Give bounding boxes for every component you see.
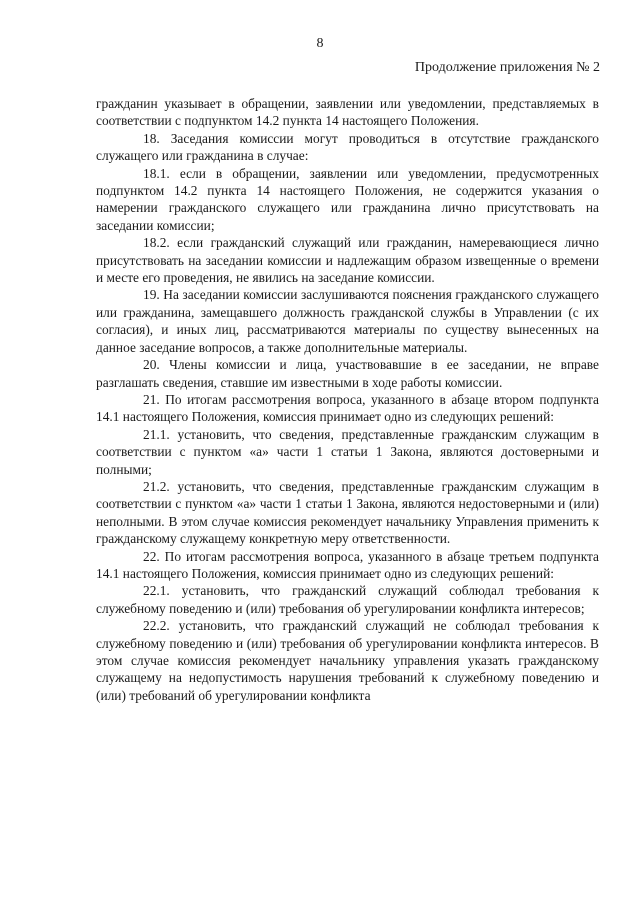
paragraph-21: 21. По итогам рассмотрения вопроса, указанного в абзаце втором подпункта 14.1 настоящего Положения, комиссия принимает одно из следующих решений: — [96, 391, 599, 425]
paragraph-21-1: 21.1. установить, что сведения, представленные гражданским служащим в соответствии с пунктом «а» части 1 статьи 1 Закона, являются достоверными и полными; — [96, 426, 599, 477]
paragraph-continued: гражданин указывает в обращении, заявлении или уведомлении, представляемых в соответствии с подпунктом 14.2 пункта 14 настоящего Положения. — [96, 96, 599, 129]
appendix-continuation-note: Продолжение приложения № 2 — [414, 60, 600, 75]
paragraph-18-1: 18.1. если в обращении, заявлении или уведомлении, предусмотренных подпунктом 14.2 пункта 14 настоящего Положения, не содержится указания о намерении гражданского служащего или гражданина лично присутствовать на заседании комиссии; — [96, 165, 599, 233]
paragraph-22-2: 22.2. установить, что гражданский служащий не соблюдал требования к служебному поведению и (или) требования об урегулировании конфликта интересов. В этом случае комиссия рекомендует начальнику управления указать гражданскому служащему на недопустимость нарушения требований к служебному поведению и (или) требований об урегулировании конфликта — [96, 618, 599, 703]
paragraph-18-2: 18.2. если гражданский служащий или гражданин, намеревающиеся лично присутствовать на заседании комиссии и надлежащим образом извещенные о времени и месте его проведения, не явились на заседание комиссии. — [96, 235, 599, 286]
document-body — [96, 95, 599, 704]
paragraph-18: 18. Заседания комиссии могут проводиться в отсутствие гражданского служащего или гражданина в случае: — [96, 130, 599, 164]
page-number: 8 — [316, 36, 324, 51]
paragraph-22: 22. По итогам рассмотрения вопроса, указанного в абзаце третьем подпункта 14.1 настоящего Положения, комиссия принимает одно из следующих решений: — [96, 548, 599, 581]
paragraph-20: 20. Члены комиссии и лица, участвовавшие в ее заседании, не вправе разглашать сведения, ставшие им известными в ходе работы комиссии. — [96, 357, 599, 390]
paragraph-19: 19. На заседании комиссии заслушиваются пояснения гражданского служащего или гражданина, замещавшего должность гражданской службы в Управлении (с их согласия), и иных лиц, рассматриваются материалы по существу вынесенных на данное заседание вопросов, а также дополнительные материалы. — [96, 287, 599, 355]
paragraph-21-2: 21.2. установить, что сведения, представленные гражданским служащим в соответствии с пунктом «а» части 1 статьи 1 Закона, являются недостоверными и (или) неполными. В этом случае комиссия рекомендует начальнику Управления применить к гражданскому служащему конкретную меру ответственности. — [96, 478, 599, 547]
paragraph-22-1: 22.1. установить, что гражданский служащий соблюдал требования к служебному поведению и (или) требования об урегулировании конфликта интересов; — [96, 583, 599, 616]
